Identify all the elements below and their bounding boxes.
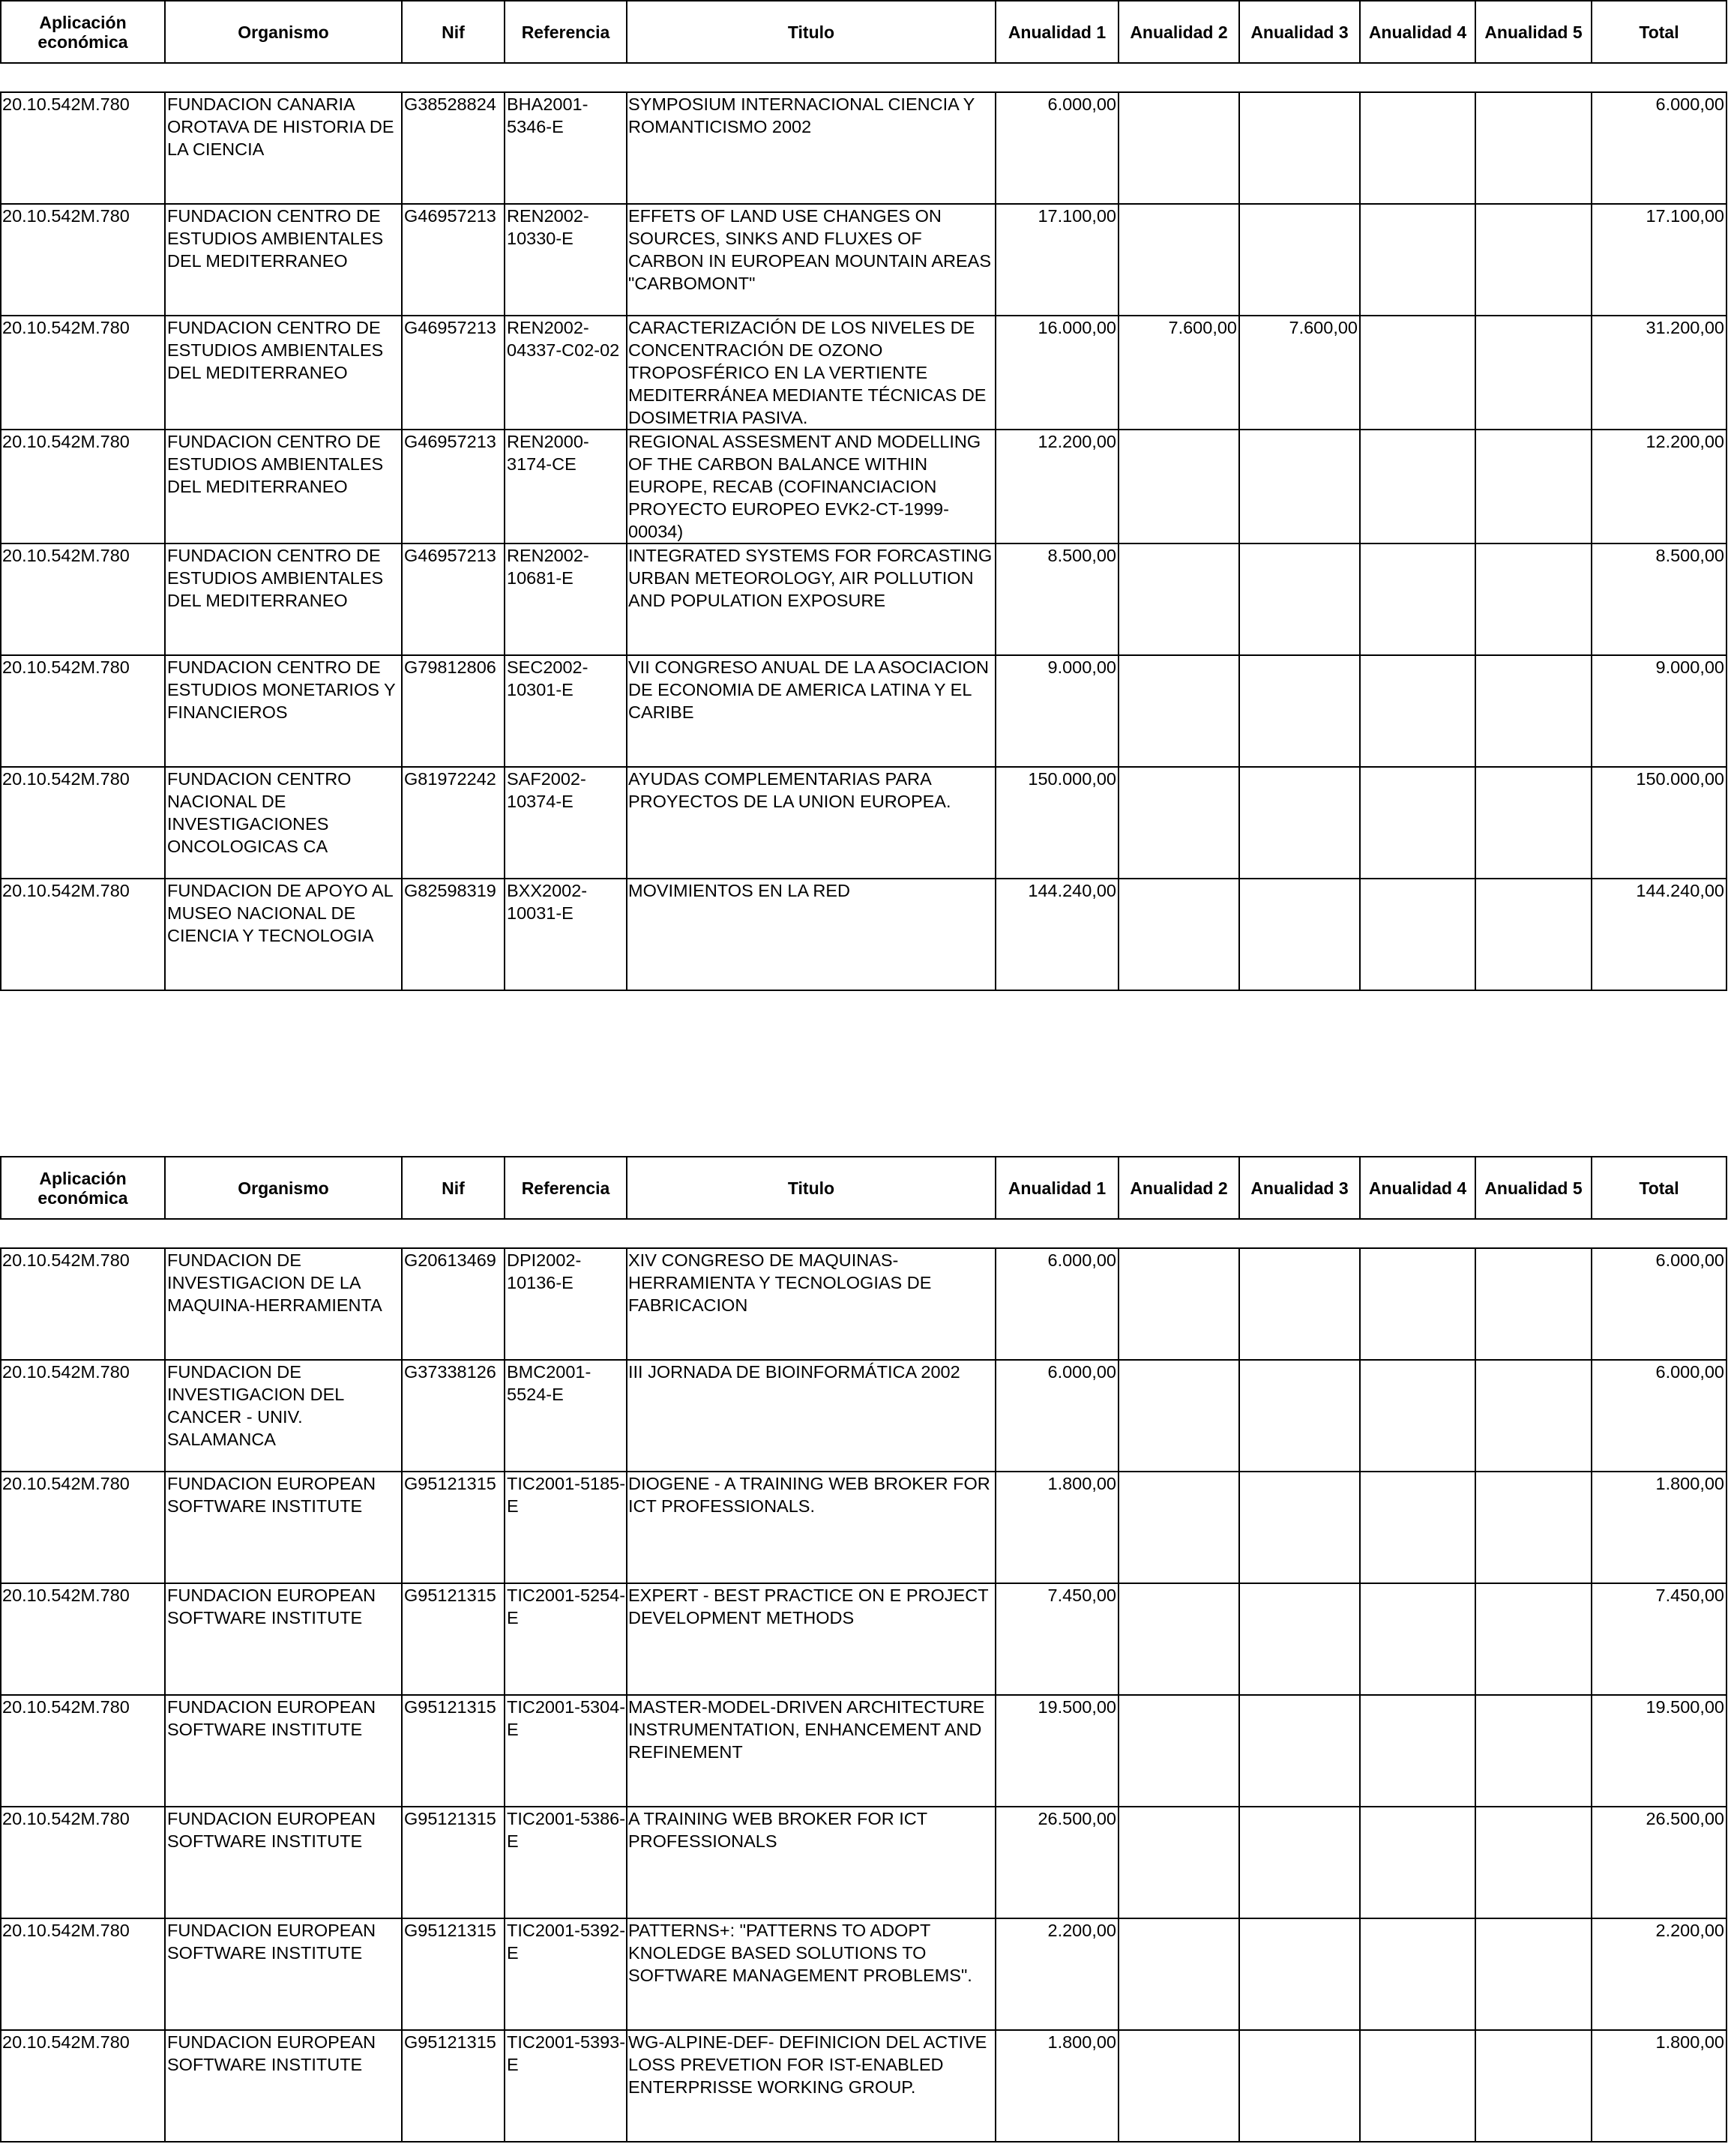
cell-nif: G46957213 — [402, 430, 505, 543]
cell-anualidad-5 — [1475, 767, 1592, 879]
cell-nif: G79812806 — [402, 655, 505, 767]
grant-table-2-header — [0, 1156, 1727, 1220]
header-anualidad-5: Anualidad 5 — [1475, 1157, 1592, 1219]
cell-total: 150.000,00 — [1592, 767, 1727, 879]
cell-titulo: INTEGRATED SYSTEMS FOR FORCASTING URBAN METEOROLOGY, AIR POLLUTION AND POPULATION EXPOSURE — [627, 543, 996, 655]
cell-anualidad-4 — [1360, 1807, 1475, 1918]
cell-aplicacion: 20.10.542M.780 — [1, 1360, 165, 1472]
cell-anualidad-1: 1.800,00 — [996, 1472, 1119, 1583]
table-row — [1, 1695, 1727, 1807]
header-organismo: Organismo — [165, 1, 402, 63]
cell-titulo: WG-ALPINE-DEF- DEFINICION DEL ACTIVE LOSS PREVETION FOR IST-ENABLED ENTERPRISSE WORKING GROUP. — [627, 2030, 996, 2142]
cell-anualidad-4 — [1360, 92, 1475, 204]
cell-anualidad-1: 16.000,00 — [996, 316, 1119, 430]
cell-anualidad-3 — [1239, 204, 1360, 316]
cell-referencia: DPI2002-10136-E — [505, 1248, 627, 1360]
cell-nif: G82598319 — [402, 879, 505, 990]
cell-anualidad-5 — [1475, 1583, 1592, 1695]
header-titulo: Titulo — [627, 1, 996, 63]
cell-referencia: TIC2001-5304-E — [505, 1695, 627, 1807]
cell-titulo: MASTER-MODEL-DRIVEN ARCHITECTURE INSTRUMENTATION, ENHANCEMENT AND REFINEMENT — [627, 1695, 996, 1807]
table-row — [1, 543, 1727, 655]
header-anualidad-2: Anualidad 2 — [1119, 1157, 1239, 1219]
cell-organismo: FUNDACION EUROPEAN SOFTWARE INSTITUTE — [165, 2030, 402, 2142]
cell-aplicacion: 20.10.542M.780 — [1, 655, 165, 767]
cell-anualidad-4 — [1360, 1472, 1475, 1583]
cell-titulo: VII CONGRESO ANUAL DE LA ASOCIACION DE ECONOMIA DE AMERICA LATINA Y EL CARIBE — [627, 655, 996, 767]
cell-nif: G95121315 — [402, 1918, 505, 2030]
cell-nif: G95121315 — [402, 1472, 505, 1583]
cell-organismo: FUNDACION CENTRO DE ESTUDIOS AMBIENTALES DEL MEDITERRANEO — [165, 430, 402, 543]
cell-anualidad-4 — [1360, 767, 1475, 879]
cell-referencia: BHA2001-5346-E — [505, 92, 627, 204]
table-row — [1, 1807, 1727, 1918]
header-anualidad-4: Anualidad 4 — [1360, 1, 1475, 63]
grant-table-2-body — [0, 1247, 1727, 2143]
cell-anualidad-5 — [1475, 1472, 1592, 1583]
table-row — [1, 2030, 1727, 2142]
cell-nif: G20613469 — [402, 1248, 505, 1360]
cell-anualidad-4 — [1360, 2030, 1475, 2142]
cell-nif: G37338126 — [402, 1360, 505, 1472]
table-row — [1, 1472, 1727, 1583]
cell-titulo: DIOGENE - A TRAINING WEB BROKER FOR ICT PROFESSIONALS. — [627, 1472, 996, 1583]
cell-titulo: EXPERT - BEST PRACTICE ON E PROJECT DEVELOPMENT METHODS — [627, 1583, 996, 1695]
header-nif: Nif — [402, 1, 505, 63]
cell-anualidad-2 — [1119, 1583, 1239, 1695]
cell-anualidad-3 — [1239, 1695, 1360, 1807]
cell-aplicacion: 20.10.542M.780 — [1, 92, 165, 204]
cell-anualidad-4 — [1360, 1360, 1475, 1472]
cell-anualidad-3 — [1239, 92, 1360, 204]
cell-aplicacion: 20.10.542M.780 — [1, 316, 165, 430]
cell-organismo: FUNDACION CENTRO DE ESTUDIOS AMBIENTALES DEL MEDITERRANEO — [165, 543, 402, 655]
cell-referencia: REN2000-3174-CE — [505, 430, 627, 543]
cell-anualidad-5 — [1475, 655, 1592, 767]
cell-anualidad-4 — [1360, 316, 1475, 430]
header-organismo: Organismo — [165, 1157, 402, 1219]
cell-anualidad-5 — [1475, 1248, 1592, 1360]
header-anualidad-4: Anualidad 4 — [1360, 1157, 1475, 1219]
header-titulo: Titulo — [627, 1157, 996, 1219]
cell-organismo: FUNDACION EUROPEAN SOFTWARE INSTITUTE — [165, 1918, 402, 2030]
cell-anualidad-1: 19.500,00 — [996, 1695, 1119, 1807]
cell-anualidad-3 — [1239, 543, 1360, 655]
cell-anualidad-3 — [1239, 1918, 1360, 2030]
cell-anualidad-2 — [1119, 543, 1239, 655]
cell-organismo: FUNDACION CENTRO NACIONAL DE INVESTIGACIONES ONCOLOGICAS CA — [165, 767, 402, 879]
header-aplicacion: Aplicación económica — [1, 1, 165, 63]
cell-anualidad-3 — [1239, 1360, 1360, 1472]
cell-aplicacion: 20.10.542M.780 — [1, 1807, 165, 1918]
cell-aplicacion: 20.10.542M.780 — [1, 1583, 165, 1695]
cell-anualidad-5 — [1475, 1360, 1592, 1472]
table-row — [1, 1918, 1727, 2030]
cell-organismo: FUNDACION EUROPEAN SOFTWARE INSTITUTE — [165, 1583, 402, 1695]
table-row — [1, 92, 1727, 204]
header-anualidad-1: Anualidad 1 — [996, 1, 1119, 63]
cell-total: 26.500,00 — [1592, 1807, 1727, 1918]
cell-anualidad-5 — [1475, 1807, 1592, 1918]
cell-anualidad-3 — [1239, 767, 1360, 879]
grant-table-1-body — [0, 91, 1727, 991]
cell-nif: G95121315 — [402, 2030, 505, 2142]
cell-anualidad-3 — [1239, 430, 1360, 543]
cell-anualidad-4 — [1360, 543, 1475, 655]
cell-aplicacion: 20.10.542M.780 — [1, 430, 165, 543]
cell-aplicacion: 20.10.542M.780 — [1, 1472, 165, 1583]
cell-titulo: REGIONAL ASSESMENT AND MODELLING OF THE CARBON BALANCE WITHIN EUROPE, RECAB (COFINANCIACION PROYECTO EUROPEO EVK2-CT-1999-00034) — [627, 430, 996, 543]
cell-anualidad-1: 8.500,00 — [996, 543, 1119, 655]
cell-anualidad-2 — [1119, 430, 1239, 543]
header-aplicacion: Aplicación económica — [1, 1157, 165, 1219]
header-anualidad-2: Anualidad 2 — [1119, 1, 1239, 63]
cell-anualidad-5 — [1475, 316, 1592, 430]
cell-referencia: TIC2001-5254-E — [505, 1583, 627, 1695]
cell-titulo: EFFETS OF LAND USE CHANGES ON SOURCES, SINKS AND FLUXES OF CARBON IN EUROPEAN MOUNTAIN AREAS "CARBOMONT" — [627, 204, 996, 316]
cell-titulo: MOVIMIENTOS EN LA RED — [627, 879, 996, 990]
cell-titulo: SYMPOSIUM INTERNACIONAL CIENCIA Y ROMANTICISMO 2002 — [627, 92, 996, 204]
cell-anualidad-2 — [1119, 879, 1239, 990]
cell-anualidad-4 — [1360, 1695, 1475, 1807]
cell-organismo: FUNDACION CANARIA OROTAVA DE HISTORIA DE LA CIENCIA — [165, 92, 402, 204]
cell-anualidad-1: 6.000,00 — [996, 92, 1119, 204]
cell-organismo: FUNDACION CENTRO DE ESTUDIOS AMBIENTALES DEL MEDITERRANEO — [165, 316, 402, 430]
cell-anualidad-4 — [1360, 655, 1475, 767]
cell-anualidad-2 — [1119, 1695, 1239, 1807]
cell-anualidad-1: 2.200,00 — [996, 1918, 1119, 2030]
cell-referencia: TIC2001-5185-E — [505, 1472, 627, 1583]
table-row — [1, 1583, 1727, 1695]
cell-titulo: PATTERNS+: "PATTERNS TO ADOPT KNOLEDGE BASED SOLUTIONS TO SOFTWARE MANAGEMENT PROBLEMS". — [627, 1918, 996, 2030]
cell-total: 7.450,00 — [1592, 1583, 1727, 1695]
cell-nif: G38528824 — [402, 92, 505, 204]
cell-total: 2.200,00 — [1592, 1918, 1727, 2030]
cell-anualidad-2 — [1119, 767, 1239, 879]
cell-total: 8.500,00 — [1592, 543, 1727, 655]
cell-anualidad-5 — [1475, 92, 1592, 204]
cell-anualidad-2 — [1119, 1807, 1239, 1918]
table-row — [1, 1360, 1727, 1472]
cell-anualidad-4 — [1360, 1918, 1475, 2030]
cell-aplicacion: 20.10.542M.780 — [1, 2030, 165, 2142]
cell-organismo: FUNDACION DE APOYO AL MUSEO NACIONAL DE CIENCIA Y TECNOLOGIA — [165, 879, 402, 990]
cell-anualidad-1: 26.500,00 — [996, 1807, 1119, 1918]
table-row — [1, 655, 1727, 767]
cell-total: 6.000,00 — [1592, 92, 1727, 204]
cell-titulo: III JORNADA DE BIOINFORMÁTICA 2002 — [627, 1360, 996, 1472]
cell-nif: G46957213 — [402, 204, 505, 316]
cell-anualidad-5 — [1475, 1695, 1592, 1807]
header-referencia: Referencia — [505, 1, 627, 63]
cell-total: 1.800,00 — [1592, 1472, 1727, 1583]
cell-anualidad-4 — [1360, 1248, 1475, 1360]
cell-nif: G95121315 — [402, 1583, 505, 1695]
cell-referencia: TIC2001-5386-E — [505, 1807, 627, 1918]
header-anualidad-3: Anualidad 3 — [1239, 1157, 1360, 1219]
cell-organismo: FUNDACION EUROPEAN SOFTWARE INSTITUTE — [165, 1472, 402, 1583]
cell-total: 6.000,00 — [1592, 1360, 1727, 1472]
header-total: Total — [1592, 1, 1727, 63]
cell-total: 6.000,00 — [1592, 1248, 1727, 1360]
cell-anualidad-3 — [1239, 1472, 1360, 1583]
cell-anualidad-5 — [1475, 204, 1592, 316]
cell-anualidad-2 — [1119, 2030, 1239, 2142]
cell-anualidad-3 — [1239, 2030, 1360, 2142]
table-row — [1, 430, 1727, 543]
table-row — [1, 1248, 1727, 1360]
cell-aplicacion: 20.10.542M.780 — [1, 879, 165, 990]
cell-anualidad-3 — [1239, 1583, 1360, 1695]
header-anualidad-5: Anualidad 5 — [1475, 1, 1592, 63]
cell-organismo: FUNDACION EUROPEAN SOFTWARE INSTITUTE — [165, 1807, 402, 1918]
header-nif: Nif — [402, 1157, 505, 1219]
cell-referencia: REN2002-10681-E — [505, 543, 627, 655]
cell-aplicacion: 20.10.542M.780 — [1, 767, 165, 879]
cell-anualidad-5 — [1475, 879, 1592, 990]
cell-anualidad-2 — [1119, 92, 1239, 204]
cell-titulo: AYUDAS COMPLEMENTARIAS PARA PROYECTOS DE LA UNION EUROPEA. — [627, 767, 996, 879]
cell-anualidad-5 — [1475, 430, 1592, 543]
cell-anualidad-3 — [1239, 1248, 1360, 1360]
table-row — [1, 767, 1727, 879]
header-anualidad-1: Anualidad 1 — [996, 1157, 1119, 1219]
cell-anualidad-3 — [1239, 1807, 1360, 1918]
table-row — [1, 204, 1727, 316]
cell-total: 144.240,00 — [1592, 879, 1727, 990]
cell-anualidad-3 — [1239, 879, 1360, 990]
cell-anualidad-4 — [1360, 1583, 1475, 1695]
cell-aplicacion: 20.10.542M.780 — [1, 543, 165, 655]
cell-anualidad-1: 150.000,00 — [996, 767, 1119, 879]
cell-anualidad-2 — [1119, 204, 1239, 316]
cell-anualidad-2: 7.600,00 — [1119, 316, 1239, 430]
cell-anualidad-3: 7.600,00 — [1239, 316, 1360, 430]
cell-total: 19.500,00 — [1592, 1695, 1727, 1807]
cell-anualidad-1: 17.100,00 — [996, 204, 1119, 316]
cell-titulo: CARACTERIZACIÓN DE LOS NIVELES DE CONCENTRACIÓN DE OZONO TROPOSFÉRICO EN LA VERTIENTE MEDITERRÁNEA MEDIANTE TÉCNICAS DE DOSIMETRIA PASIVA. — [627, 316, 996, 430]
cell-referencia: BXX2002-10031-E — [505, 879, 627, 990]
cell-anualidad-4 — [1360, 430, 1475, 543]
table-row — [1, 879, 1727, 990]
cell-anualidad-2 — [1119, 1248, 1239, 1360]
cell-nif: G95121315 — [402, 1807, 505, 1918]
cell-total: 9.000,00 — [1592, 655, 1727, 767]
cell-organismo: FUNDACION CENTRO DE ESTUDIOS MONETARIOS Y FINANCIEROS — [165, 655, 402, 767]
cell-organismo: FUNDACION EUROPEAN SOFTWARE INSTITUTE — [165, 1695, 402, 1807]
cell-titulo: A TRAINING WEB BROKER FOR ICT PROFESSIONALS — [627, 1807, 996, 1918]
cell-referencia: SEC2002-10301-E — [505, 655, 627, 767]
cell-anualidad-1: 144.240,00 — [996, 879, 1119, 990]
cell-anualidad-1: 9.000,00 — [996, 655, 1119, 767]
cell-anualidad-5 — [1475, 543, 1592, 655]
table-row — [1, 316, 1727, 430]
grant-table-1 — [0, 0, 1726, 991]
cell-referencia: BMC2001-5524-E — [505, 1360, 627, 1472]
cell-anualidad-1: 6.000,00 — [996, 1248, 1119, 1360]
cell-anualidad-4 — [1360, 204, 1475, 316]
cell-referencia: REN2002-10330-E — [505, 204, 627, 316]
cell-total: 31.200,00 — [1592, 316, 1727, 430]
cell-nif: G81972242 — [402, 767, 505, 879]
cell-anualidad-1: 6.000,00 — [996, 1360, 1119, 1472]
cell-referencia: SAF2002-10374-E — [505, 767, 627, 879]
cell-nif: G46957213 — [402, 316, 505, 430]
grant-table-1-header — [0, 0, 1727, 64]
header-total: Total — [1592, 1157, 1727, 1219]
cell-anualidad-3 — [1239, 655, 1360, 767]
cell-anualidad-2 — [1119, 655, 1239, 767]
cell-anualidad-2 — [1119, 1472, 1239, 1583]
cell-total: 17.100,00 — [1592, 204, 1727, 316]
grant-table-2 — [0, 1156, 1726, 2143]
cell-organismo: FUNDACION DE INVESTIGACION DEL CANCER - UNIV. SALAMANCA — [165, 1360, 402, 1472]
cell-anualidad-1: 1.800,00 — [996, 2030, 1119, 2142]
cell-anualidad-2 — [1119, 1918, 1239, 2030]
cell-anualidad-1: 12.200,00 — [996, 430, 1119, 543]
cell-organismo: FUNDACION DE INVESTIGACION DE LA MAQUINA-HERRAMIENTA — [165, 1248, 402, 1360]
cell-anualidad-2 — [1119, 1360, 1239, 1472]
cell-total: 12.200,00 — [1592, 430, 1727, 543]
cell-referencia: REN2002-04337-C02-02 — [505, 316, 627, 430]
cell-aplicacion: 20.10.542M.780 — [1, 1248, 165, 1360]
cell-anualidad-5 — [1475, 1918, 1592, 2030]
cell-titulo: XIV CONGRESO DE MAQUINAS-HERRAMIENTA Y TECNOLOGIAS DE FABRICACION — [627, 1248, 996, 1360]
header-referencia: Referencia — [505, 1157, 627, 1219]
cell-anualidad-1: 7.450,00 — [996, 1583, 1119, 1695]
cell-total: 1.800,00 — [1592, 2030, 1727, 2142]
cell-referencia: TIC2001-5393-E — [505, 2030, 627, 2142]
header-anualidad-3: Anualidad 3 — [1239, 1, 1360, 63]
cell-anualidad-5 — [1475, 2030, 1592, 2142]
cell-aplicacion: 20.10.542M.780 — [1, 204, 165, 316]
cell-anualidad-4 — [1360, 879, 1475, 990]
cell-aplicacion: 20.10.542M.780 — [1, 1918, 165, 2030]
cell-referencia: TIC2001-5392-E — [505, 1918, 627, 2030]
cell-nif: G46957213 — [402, 543, 505, 655]
cell-nif: G95121315 — [402, 1695, 505, 1807]
cell-aplicacion: 20.10.542M.780 — [1, 1695, 165, 1807]
cell-organismo: FUNDACION CENTRO DE ESTUDIOS AMBIENTALES DEL MEDITERRANEO — [165, 204, 402, 316]
